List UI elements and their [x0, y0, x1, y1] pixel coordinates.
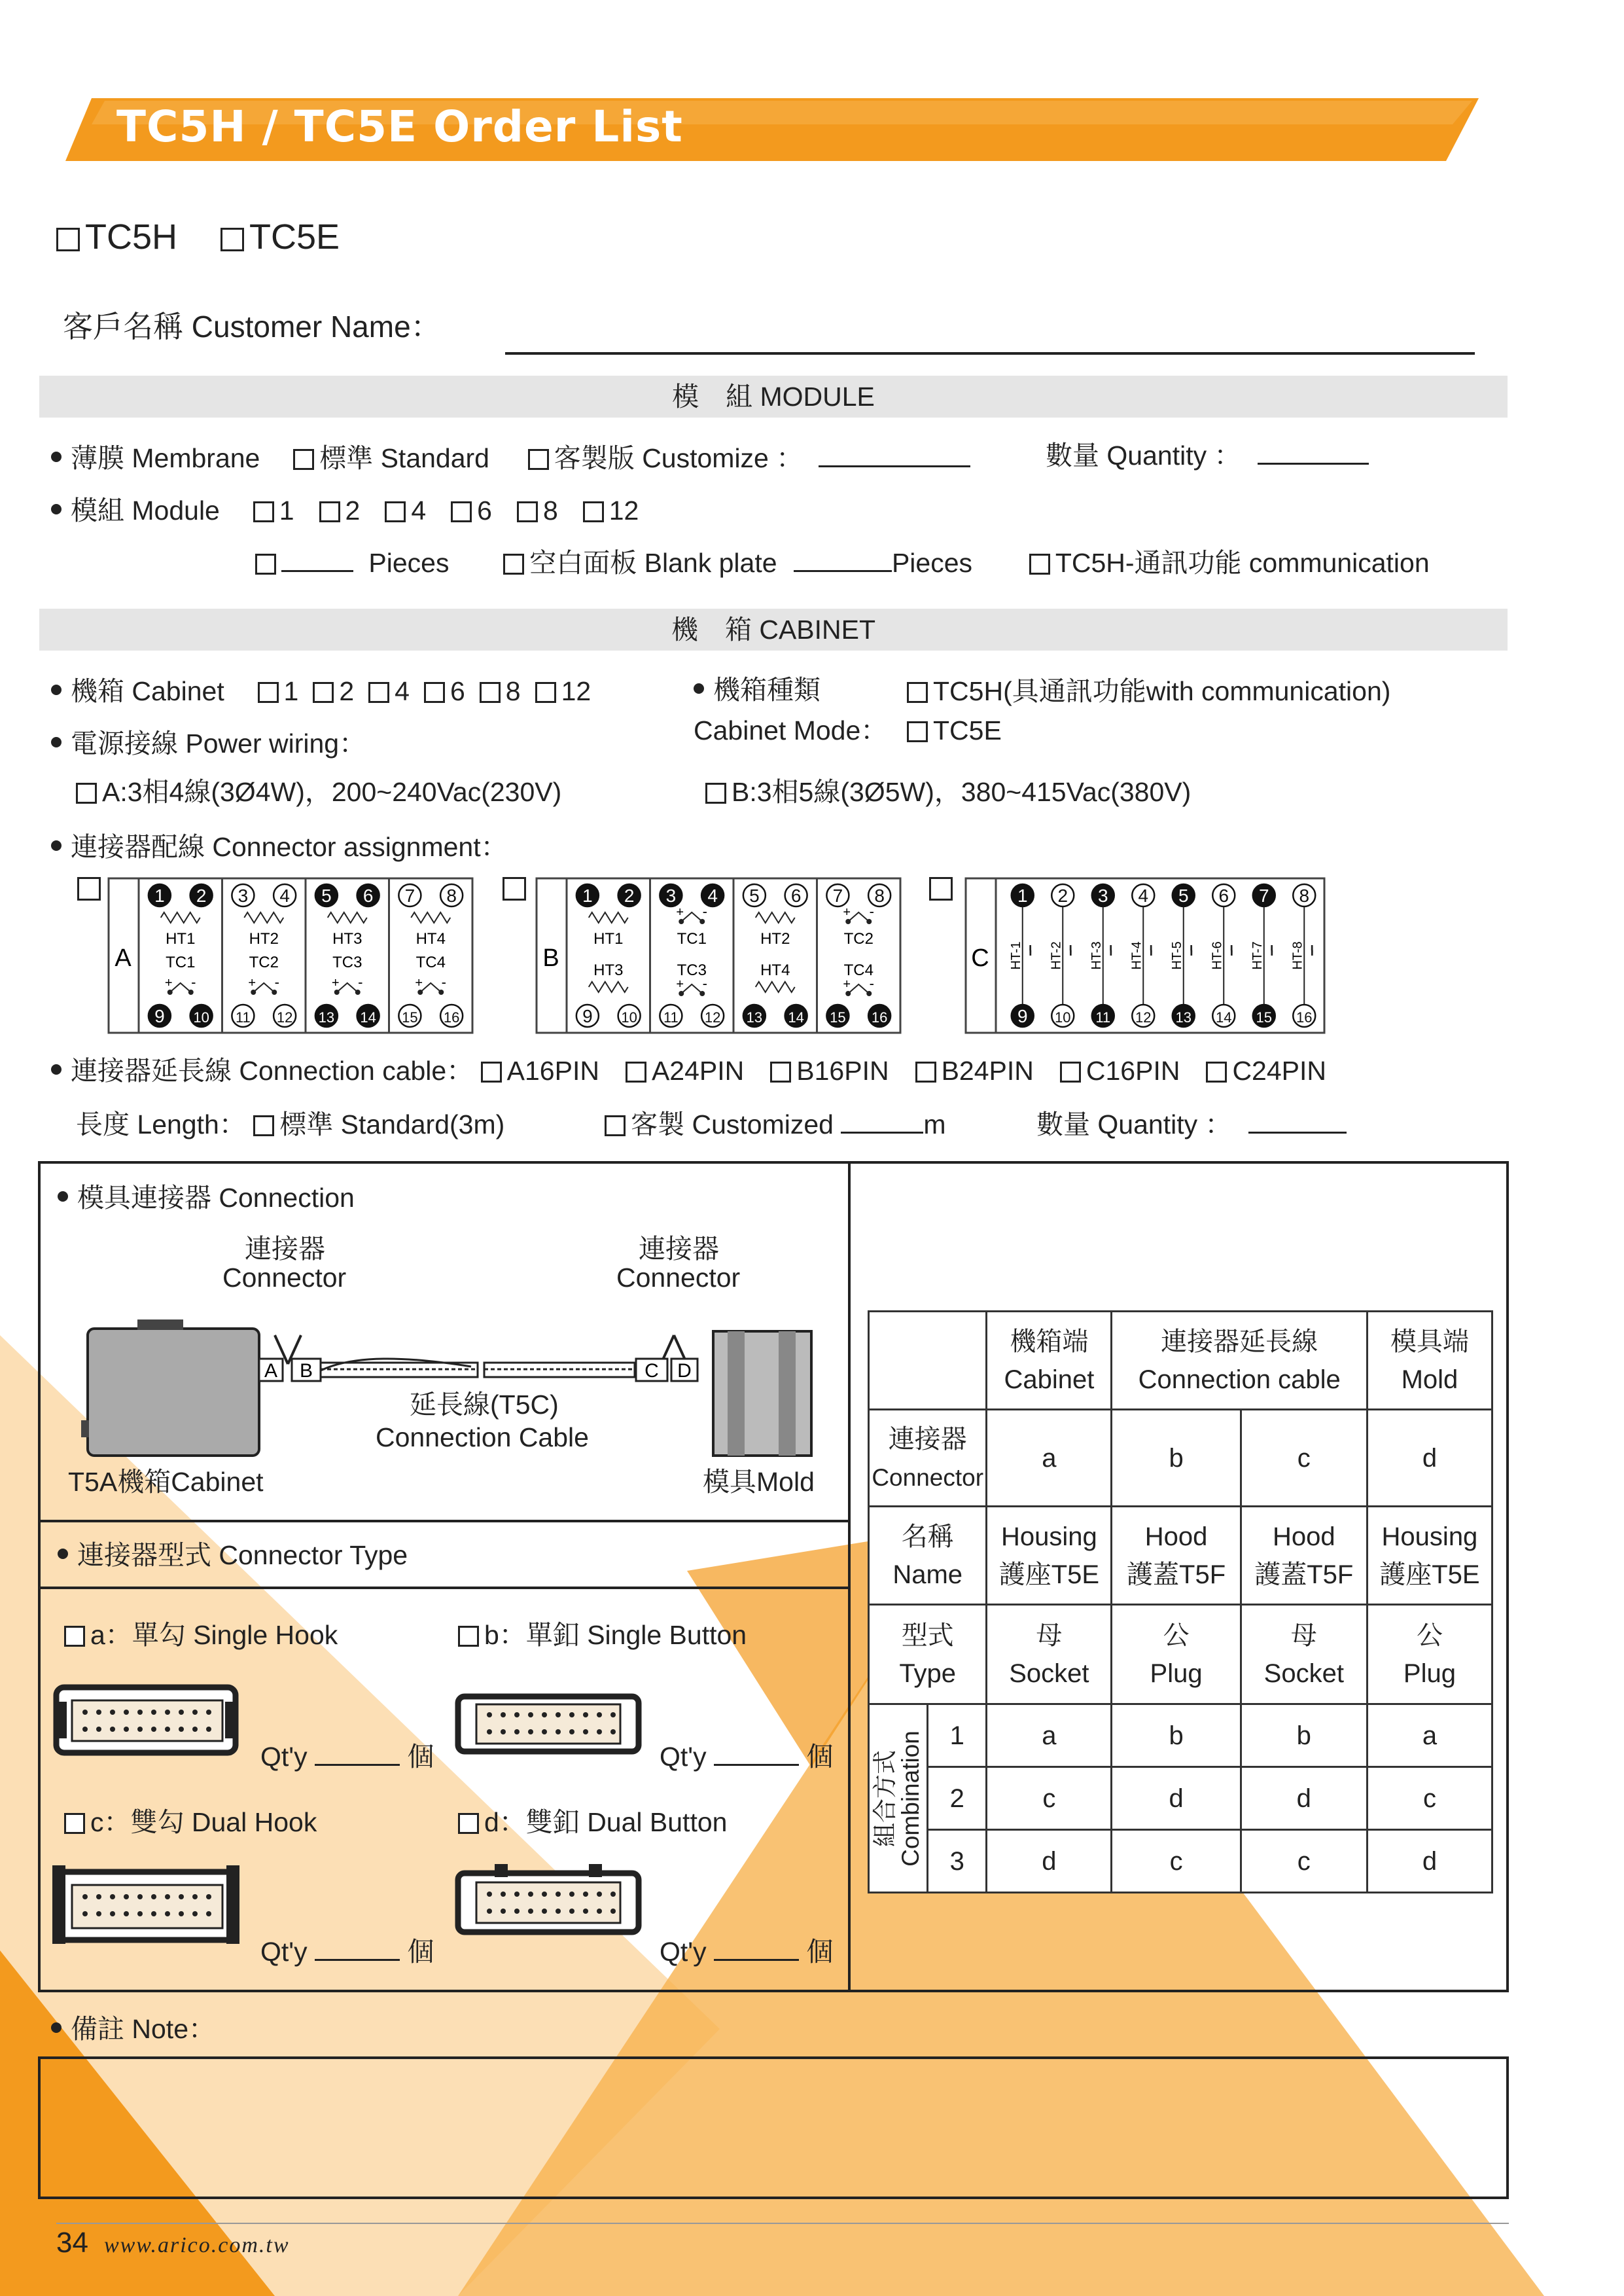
pin-label-5: 5	[1178, 886, 1189, 906]
heater-label: HT-6	[1210, 941, 1225, 970]
pin-label-3: 3	[238, 886, 249, 906]
cell: d	[987, 1830, 1112, 1893]
connector-assignment-label: 連接器配線 Connector assignment：	[51, 831, 508, 863]
note-label: 備註 Note：	[51, 2013, 215, 2045]
svg-text:+: +	[248, 976, 256, 990]
svg-text:TC2: TC2	[249, 954, 279, 971]
svg-text:+: +	[843, 977, 851, 992]
cable-option-label: B24PIN	[941, 1056, 1034, 1086]
pin-label-16: 16	[1296, 1009, 1313, 1026]
cell: Hood 護蓋T5F	[1241, 1507, 1367, 1605]
cable-quantity: 數量 Quantity ：	[1036, 1109, 1347, 1141]
pin-label-14: 14	[1216, 1009, 1232, 1026]
pin-label-6: 6	[362, 886, 374, 906]
cell: c	[1241, 1410, 1367, 1507]
power-option-b: B:3相5線(3Ø5W)，380~415Vac(380V)	[705, 776, 1191, 808]
svg-text:B: B	[299, 1360, 313, 1382]
cable-quantity-field[interactable]	[1248, 1131, 1347, 1134]
pin-label-11: 11	[1095, 1009, 1111, 1026]
connector-label-right-cn: 連接器	[639, 1234, 719, 1264]
pin-label-2: 2	[624, 886, 635, 906]
cell: 公 Plug	[1112, 1605, 1241, 1704]
combo-number: 1	[928, 1704, 987, 1767]
membrane-row: 薄膜 Membrane 標準 Standard 客製版 Customize ：	[51, 442, 970, 475]
svg-text:HT2: HT2	[249, 930, 279, 948]
tc5h-label: TC5H	[85, 217, 178, 257]
type-c-label: c：雙勾 Dual Hook	[64, 1806, 317, 1839]
combo-number: 3	[928, 1830, 987, 1893]
module-quantity: 數量 Quantity ：	[1046, 440, 1369, 472]
cell: d	[1112, 1767, 1241, 1830]
svg-text:+: +	[676, 977, 684, 992]
connector-label-right-en: Connector	[616, 1263, 741, 1293]
connector-type-label: 連接器型式 Connector Type	[58, 1539, 408, 1571]
module-option-label: 8	[542, 495, 558, 526]
pin-label-7: 7	[404, 886, 415, 906]
svg-text:-: -	[702, 975, 707, 992]
module-option-label: 12	[609, 495, 639, 526]
pin-label-7: 7	[1258, 886, 1269, 906]
cabinet-caption: T5A機箱Cabinet	[68, 1467, 264, 1497]
cabinet-mode-opt1: TC5H(具通訊功能with communication)	[907, 675, 1390, 708]
svg-text:+: +	[843, 905, 851, 920]
pin-label-9: 9	[154, 1006, 165, 1026]
cable-option-label: A16PIN	[506, 1056, 599, 1086]
qty-d-field[interactable]	[714, 1958, 799, 1961]
type-d-label: d：雙釦 Dual Button	[458, 1806, 727, 1839]
heater-label: HT-4	[1129, 941, 1144, 970]
mold-caption: 模具Mold	[703, 1467, 815, 1497]
heater-label: HT-7	[1250, 941, 1265, 970]
module-option-label: 1	[279, 495, 294, 526]
qty-b-field[interactable]	[714, 1763, 799, 1766]
cabinet-option-label: 12	[561, 676, 591, 706]
assignment-letter: C	[971, 944, 989, 972]
svg-text:TC3: TC3	[332, 954, 362, 971]
heater-label: HT-5	[1169, 941, 1184, 970]
svg-text:-: -	[869, 975, 874, 992]
cell: b	[1112, 1704, 1241, 1767]
pin-label-15: 15	[1256, 1009, 1272, 1026]
pin-label-4: 4	[707, 886, 718, 906]
svg-text:C: C	[644, 1360, 659, 1382]
cell: c	[1241, 1830, 1367, 1893]
qty-c: Qt'y 個	[260, 1937, 434, 1967]
pin-label-12: 12	[1135, 1009, 1152, 1026]
heater-label: HT-8	[1290, 941, 1305, 970]
cell: d	[1367, 1830, 1492, 1893]
cell: Housing 護座T5E	[987, 1507, 1112, 1605]
pin-label-12: 12	[276, 1009, 293, 1026]
customer-name-label: 客戶名稱 Customer Name：	[63, 310, 441, 344]
module-row: 模組 Module 1 2 4 6 8 12	[51, 495, 663, 527]
cabinet-option-label: 8	[505, 676, 521, 706]
cabinet-row: 機箱 Cabinet 1 2 4 6 8 12	[51, 675, 605, 708]
svg-text:D: D	[677, 1360, 692, 1382]
cabinet-option-label: 6	[450, 676, 465, 706]
row-connector-label: 連接器 Connector	[869, 1410, 987, 1507]
pin-label-8: 8	[1299, 886, 1310, 906]
assignment-letter: B	[542, 944, 559, 972]
connector-label-left-cn: 連接器	[245, 1234, 325, 1264]
svg-text:-: -	[274, 974, 279, 990]
pin-label-7: 7	[832, 886, 843, 906]
qty-a-field[interactable]	[315, 1763, 400, 1766]
cabinet-mode-opt2: TC5E	[907, 715, 1002, 747]
svg-text:TC4: TC4	[843, 961, 874, 979]
svg-text:+: +	[415, 976, 423, 990]
cable-option-label: A24PIN	[651, 1056, 745, 1086]
cabinet-header: 機 箱 CABINET	[39, 609, 1508, 651]
pin-label-10: 10	[193, 1009, 209, 1026]
pin-label-5: 5	[749, 886, 760, 906]
pieces-row: Pieces 空白面板 Blank plate Pieces TC5H-通訊功能 communication	[255, 547, 1430, 579]
module-option-label: 2	[345, 495, 361, 526]
pin-label-1: 1	[1017, 886, 1028, 906]
combination-label: 組合方式 Combination	[869, 1704, 928, 1893]
pin-label-9: 9	[1017, 1006, 1028, 1026]
power-wiring-label: 電源接線 Power wiring：	[51, 728, 366, 760]
cable-label-cn: 延長線(T5C)	[410, 1390, 559, 1420]
pin-label-15: 15	[830, 1009, 846, 1026]
pin-label-14: 14	[360, 1009, 376, 1026]
qty-d: Qt'y 個	[660, 1937, 834, 1967]
pin-label-9: 9	[582, 1006, 593, 1026]
qty-b: Qt'y 個	[660, 1742, 834, 1772]
pin-label-13: 13	[318, 1009, 335, 1026]
cable-label-en: Connection Cable	[376, 1422, 589, 1452]
row-name-label: 名稱 Name	[869, 1507, 987, 1605]
pin-label-10: 10	[1055, 1009, 1071, 1026]
heater-label: HT-1	[1008, 941, 1023, 970]
page-title: TC5H / TC5E Order List	[116, 101, 683, 152]
svg-text:HT3: HT3	[593, 961, 624, 979]
pin-label-13: 13	[1175, 1009, 1192, 1026]
tc5e-label: TC5E	[249, 217, 340, 257]
svg-text:HT2: HT2	[760, 930, 790, 948]
pin-label-11: 11	[663, 1009, 679, 1026]
cable-option-label: B16PIN	[796, 1056, 889, 1086]
row-type-label: 型式 Type	[869, 1605, 987, 1704]
pin-label-2: 2	[1057, 886, 1068, 906]
cell: 母 Socket	[987, 1605, 1112, 1704]
cell: a	[987, 1704, 1112, 1767]
pin-label-1: 1	[582, 886, 593, 906]
cell: 公 Plug	[1367, 1605, 1492, 1704]
single-hook-image	[55, 1687, 237, 1753]
pin-label-15: 15	[402, 1009, 418, 1026]
pin-label-6: 6	[790, 886, 802, 906]
th-mold: 模具端 Mold	[1367, 1312, 1492, 1410]
connector-type-images	[0, 0, 851, 1964]
cell: b	[1112, 1410, 1241, 1507]
svg-text:HT1: HT1	[166, 930, 196, 948]
pin-label-5: 5	[321, 886, 332, 906]
svg-text:+: +	[676, 905, 684, 920]
module-header: 模 組 MODULE	[39, 376, 1508, 418]
connector-label-left-en: Connector	[222, 1263, 347, 1293]
assignment-letter: A	[115, 944, 132, 972]
qty-c-field[interactable]	[315, 1958, 400, 1961]
cable-checkbox-b24pin[interactable]	[915, 1062, 936, 1083]
connection-label: 模具連接器 Connection	[58, 1182, 355, 1214]
qty-a: Qt'y 個	[260, 1742, 434, 1772]
pin-label-8: 8	[874, 886, 885, 906]
pin-label-4: 4	[1138, 886, 1149, 906]
footer-url: www.arico.com.tw	[103, 2233, 290, 2257]
pin-label-14: 14	[788, 1009, 804, 1026]
heater-label: HT-2	[1049, 941, 1064, 970]
pin-label-3: 3	[665, 886, 677, 906]
cabinet-option-label: 4	[395, 676, 410, 706]
svg-text:-: -	[441, 974, 446, 990]
cell: c	[987, 1767, 1112, 1830]
svg-text:HT1: HT1	[593, 930, 624, 948]
cell: Hood 護蓋T5F	[1112, 1507, 1241, 1605]
pin-label-13: 13	[746, 1009, 763, 1026]
svg-text:A: A	[264, 1360, 278, 1382]
cell: c	[1112, 1830, 1241, 1893]
pin-label-16: 16	[443, 1009, 460, 1026]
svg-text:HT3: HT3	[332, 930, 362, 948]
cabinet-mode-label: 機箱種類	[694, 674, 821, 706]
cabinet-option-label: 2	[339, 676, 355, 706]
pin-label-12: 12	[704, 1009, 721, 1026]
cell: Housing 護座T5E	[1367, 1507, 1492, 1605]
svg-text:HT4: HT4	[415, 930, 446, 948]
connector-spec-table	[868, 1310, 1493, 1893]
cell: d	[1367, 1410, 1492, 1507]
heater-label: HT-3	[1089, 941, 1104, 970]
cabinet-option-label: 1	[283, 676, 299, 706]
svg-text:TC2: TC2	[843, 930, 874, 948]
page-number: 34	[56, 2227, 88, 2259]
module-option-label: 4	[411, 495, 427, 526]
pin-label-8: 8	[446, 886, 457, 906]
cabinet-mode-label-en: Cabinet Mode：	[694, 715, 888, 745]
cable-option-label: C24PIN	[1232, 1056, 1327, 1086]
svg-text:TC3: TC3	[677, 961, 707, 979]
svg-text:TC4: TC4	[415, 954, 446, 971]
th-cable: 連接器延長線 Connection cable	[1112, 1312, 1367, 1410]
type-b-label: b：單釦 Single Button	[458, 1619, 747, 1651]
pin-label-6: 6	[1218, 886, 1229, 906]
footer	[56, 2227, 290, 2259]
cell: a	[987, 1410, 1112, 1507]
dual-button-image	[458, 1864, 639, 1932]
dual-hook-image	[52, 1865, 239, 1944]
note-field[interactable]	[38, 2056, 1509, 2199]
power-option-a: A:3相4線(3Ø4W)，200~240Vac(230V)	[76, 776, 561, 808]
cell: d	[1241, 1767, 1367, 1830]
connection-cable-row: 連接器延長線 Connection cable： A16PIN A24PIN B16PIN B24PIN C16PIN C24PIN	[51, 1055, 1352, 1087]
cell: 母 Socket	[1241, 1605, 1367, 1704]
length-row: 長度 Length： 標準 Standard(3m) 客製 Customized m	[76, 1109, 946, 1139]
svg-text:HT4: HT4	[760, 961, 790, 979]
combo-number: 2	[928, 1767, 987, 1830]
svg-text:-: -	[869, 903, 874, 920]
cable-checkbox-c24pin[interactable]	[1206, 1062, 1227, 1083]
pin-label-4: 4	[279, 886, 290, 906]
pin-label-11: 11	[235, 1009, 251, 1026]
th-cabinet: 機箱端 Cabinet	[987, 1312, 1112, 1410]
single-button-image	[458, 1696, 639, 1751]
svg-text:-: -	[358, 974, 363, 990]
pin-label-2: 2	[196, 886, 207, 906]
cable-checkbox-c16pin[interactable]	[1060, 1062, 1081, 1083]
svg-text:-: -	[702, 903, 707, 920]
module-option-label: 6	[477, 495, 492, 526]
svg-text:+: +	[164, 976, 173, 990]
pin-label-16: 16	[871, 1009, 888, 1026]
pin-label-1: 1	[154, 886, 165, 906]
svg-text:TC1: TC1	[677, 930, 707, 948]
pin-label-10: 10	[621, 1009, 637, 1026]
svg-text:-: -	[191, 974, 196, 990]
length-field[interactable]	[841, 1131, 923, 1134]
svg-text:TC1: TC1	[166, 954, 196, 971]
svg-text:+: +	[331, 976, 340, 990]
cable-option-label: C16PIN	[1086, 1056, 1180, 1086]
pin-label-3: 3	[1097, 886, 1108, 906]
cell: a	[1367, 1704, 1492, 1767]
cell: b	[1241, 1704, 1367, 1767]
cell: c	[1367, 1767, 1492, 1830]
type-a-label: a：單勾 Single Hook	[64, 1619, 338, 1651]
